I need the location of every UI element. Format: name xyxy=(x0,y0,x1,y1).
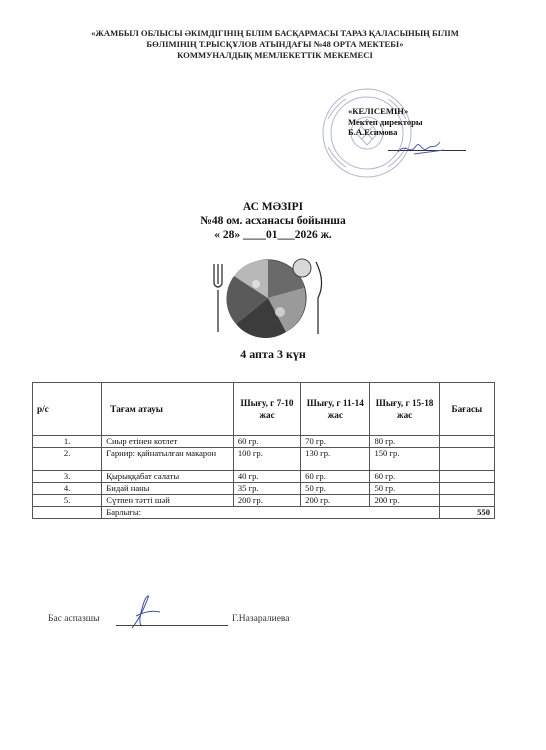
header-number: р/с xyxy=(33,383,102,436)
table-row xyxy=(33,448,495,471)
portion-11-14: 50 гр. xyxy=(301,483,370,495)
dish-name: Қырыққабат салаты xyxy=(102,471,234,483)
portion-11-14: 200 гр. xyxy=(301,495,370,507)
price xyxy=(439,448,494,471)
director-signature-icon xyxy=(396,136,448,160)
cook-signature-icon xyxy=(126,590,166,630)
price xyxy=(439,495,494,507)
row-number: 1. xyxy=(33,436,102,448)
total-value: 550 xyxy=(439,507,494,519)
header-portion-11-14: Шығу, г 11-14 жас xyxy=(301,383,370,436)
menu-title-block xyxy=(150,200,396,242)
table-row xyxy=(33,483,495,495)
total-empty-cell xyxy=(33,507,102,519)
cook-title: Бас аспазшы xyxy=(48,614,100,624)
portion-7-10: 40 гр. xyxy=(233,471,300,483)
row-number: 4. xyxy=(33,483,102,495)
row-number: 3. xyxy=(33,471,102,483)
menu-date: « 28» ____01___2026 ж. xyxy=(214,229,332,241)
header-price: Бағасы xyxy=(439,383,494,436)
portion-15-18: 150 гр. xyxy=(370,448,439,471)
portion-15-18: 50 гр. xyxy=(370,483,439,495)
menu-canteen: №48 ом. асханасы бойынша xyxy=(200,215,346,227)
approval-position: Мектеп директоры xyxy=(348,116,423,127)
menu-table xyxy=(32,382,495,519)
cook-name: Г.Назаралиева xyxy=(232,614,290,624)
portion-7-10: 35 гр. xyxy=(233,483,300,495)
header-portion-15-18: Шығу, г 15-18 жас xyxy=(370,383,439,436)
dish-name: Бидай наны xyxy=(102,483,234,495)
table-row xyxy=(33,436,495,448)
table-row xyxy=(33,471,495,483)
portion-7-10: 60 гр. xyxy=(233,436,300,448)
dish-name: Сүтпен тәтті шәй xyxy=(102,495,234,507)
total-row xyxy=(33,507,495,519)
portion-7-10: 100 гр. xyxy=(233,448,300,471)
price xyxy=(439,436,494,448)
portion-15-18: 80 гр. xyxy=(370,436,439,448)
price xyxy=(439,483,494,495)
organization-header xyxy=(40,28,510,61)
portion-15-18: 200 гр. xyxy=(370,495,439,507)
menu-title: АС МӘЗІРІ xyxy=(242,201,304,213)
row-number: 5. xyxy=(33,495,102,507)
org-line-1: «ЖАМБЫЛ ОБЛЫСЫ ӘКІМДІГІНІҢ БІЛІМ БАСҚАРМАСЫ ТАРАЗ ҚАЛАСЫНЫҢ БІЛІМ xyxy=(91,28,459,38)
approval-block xyxy=(348,106,423,138)
food-plate-icon xyxy=(206,254,332,340)
price xyxy=(439,471,494,483)
org-line-2: БӨЛІМІНІҢ Т.РЫСҚҰЛОВ АТЫНДАҒЫ №48 ОРТА МЕКТЕБІ» xyxy=(146,39,404,49)
portion-11-14: 70 гр. xyxy=(301,436,370,448)
table-header-row xyxy=(33,383,495,436)
dish-name: Сиыр етінен котлет xyxy=(102,436,234,448)
header-dish-name: Тағам атауы xyxy=(102,383,234,436)
approval-name: Б.А.Есимова xyxy=(348,127,398,137)
org-line-3: КОММУНАЛДЫҚ МЕМЛЕКЕТТІК МЕКЕМЕСІ xyxy=(177,50,373,60)
portion-11-14: 60 гр. xyxy=(301,471,370,483)
table-row xyxy=(33,495,495,507)
row-number: 2. xyxy=(33,448,102,471)
approval-title: «КЕЛІСЕМІН» xyxy=(348,106,409,116)
header-portion-7-10: Шығу, г 7-10 жас xyxy=(233,383,300,436)
portion-11-14: 130 гр. xyxy=(301,448,370,471)
cook-signature-line xyxy=(116,625,228,626)
portion-15-18: 60 гр. xyxy=(370,471,439,483)
dish-name: Гарнир: қайнатылған макарон xyxy=(102,448,234,471)
total-label: Барлығы: xyxy=(102,507,439,519)
portion-7-10: 200 гр. xyxy=(233,495,300,507)
week-day-label: 4 апта 3 күн xyxy=(240,347,306,361)
